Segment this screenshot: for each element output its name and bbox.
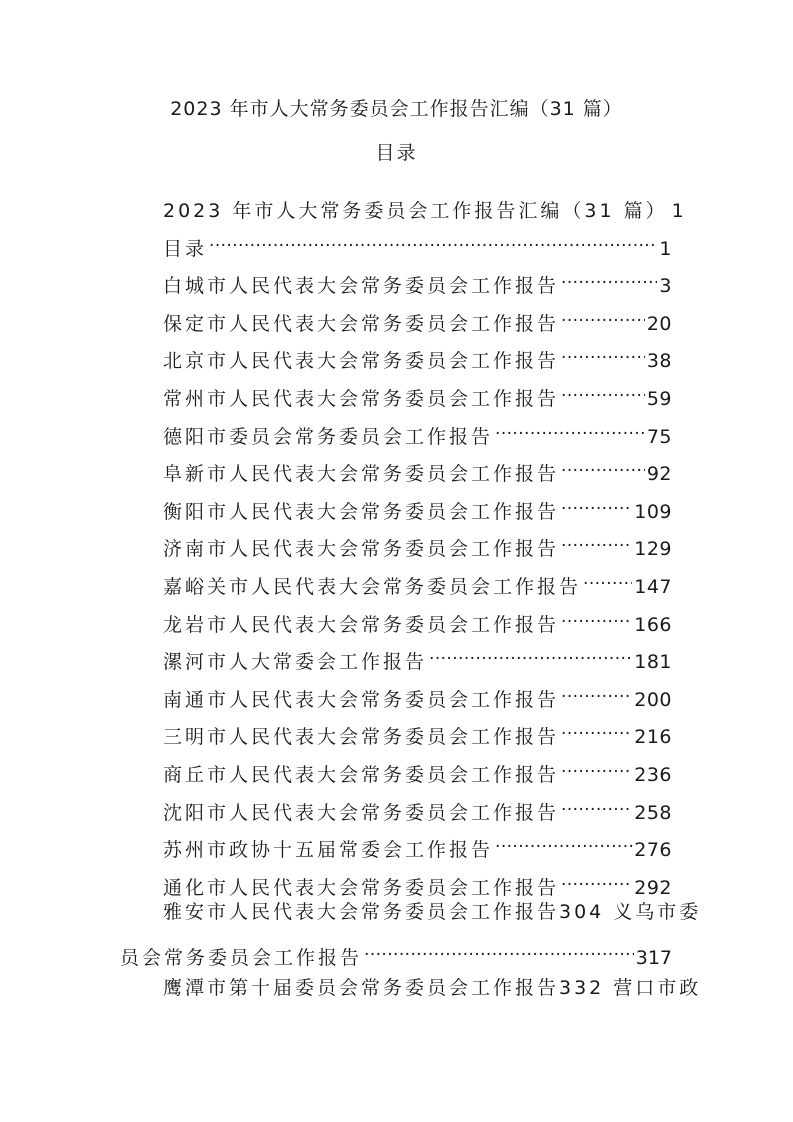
toc-dot-leader — [495, 415, 645, 443]
toc-entry-title: 白城市人民代表大会常务委员会工作报告 — [163, 275, 560, 298]
toc-wrapped-line-3[interactable]: 鹰潭市第十届委员会常务委员会工作报告332 营口市政 — [163, 977, 702, 999]
toc-entry[interactable] — [163, 828, 672, 862]
toc-dot-leader — [583, 565, 632, 593]
toc-dot-leader — [429, 640, 632, 668]
toc-entry-title: 2023 年市人大常务委员会工作报告汇编（31 篇） — [163, 200, 668, 222]
toc-wrapped-line-1[interactable]: 雅安市人民代表大会常务委员会工作报告304 义乌市委 — [163, 901, 702, 923]
toc-entry-title: 三明市人民代表大会常务委员会工作报告 — [163, 726, 560, 749]
toc-wrapped-line-2[interactable] — [120, 936, 672, 972]
toc-entry-title: 衡阳市人民代表大会常务委员会工作报告 — [163, 500, 560, 523]
toc-entry-title: 沈阳市人民代表大会常务委员会工作报告 — [163, 801, 560, 824]
toc-dot-leader — [561, 715, 632, 743]
toc-entry-page: 147 — [634, 576, 672, 598]
toc-entry-page: 317 — [635, 947, 672, 969]
toc-entry-title: 德阳市委员会常务委员会工作报告 — [163, 425, 494, 448]
toc-dot-leader — [561, 678, 632, 706]
toc-dot-leader — [561, 527, 632, 555]
toc-entry[interactable] — [163, 715, 672, 749]
toc-entry-page: 258 — [634, 801, 672, 824]
toc-entry[interactable] — [163, 490, 672, 523]
toc-entry-page: 1 — [671, 200, 685, 222]
toc-entry[interactable] — [163, 603, 672, 636]
toc-dot-leader — [209, 227, 657, 255]
toc-entry[interactable] — [163, 753, 672, 786]
document-title: 2023 年市人大常务委员会工作报告汇编（31 篇） — [170, 98, 623, 120]
toc-dot-leader — [561, 490, 632, 518]
toc-entry-page: 166 — [634, 613, 672, 636]
toc-entry-page: 38 — [646, 350, 672, 373]
toc-entry-title: 苏州市政协十五届常委会工作报告 — [163, 839, 494, 862]
toc-entry-title: 目录 — [163, 237, 208, 260]
toc-entry-page: 92 — [646, 463, 672, 486]
toc-entry-page: 1 — [659, 237, 672, 260]
toc-entry[interactable] — [163, 377, 672, 410]
toc-entry[interactable] — [163, 866, 672, 899]
toc-dot-leader — [364, 936, 634, 964]
toc-entry-page: 236 — [634, 764, 672, 786]
toc-entry[interactable] — [163, 678, 672, 711]
toc-entry[interactable] — [163, 527, 672, 561]
toc-entry-title: 阜新市人民代表大会常务委员会工作报告 — [163, 463, 560, 486]
toc-entry-page: 276 — [634, 839, 672, 862]
toc-entry-page: 3 — [659, 275, 672, 298]
toc-entry[interactable] — [163, 565, 672, 598]
toc-dot-leader — [561, 264, 657, 292]
toc-entry[interactable] — [163, 640, 672, 674]
toc-entry-page: 109 — [634, 500, 672, 523]
toc-entry-title: 员会常务委员会工作报告 — [120, 947, 363, 969]
toc-entry[interactable] — [163, 791, 672, 824]
toc-entry-page: 200 — [634, 688, 672, 711]
toc-entry[interactable] — [163, 189, 685, 222]
toc-entry[interactable] — [163, 339, 672, 373]
toc-entry-title: 济南市人民代表大会常务委员会工作报告 — [163, 538, 560, 561]
toc-entry[interactable] — [163, 302, 672, 335]
toc-entry[interactable] — [163, 452, 672, 486]
toc-dot-leader — [495, 828, 632, 856]
toc-entry-page: 59 — [646, 388, 672, 410]
toc-dot-leader — [561, 753, 632, 781]
toc-entry-title: 通化市人民代表大会常务委员会工作报告 — [163, 876, 560, 899]
toc-entry-title: 北京市人民代表大会常务委员会工作报告 — [163, 350, 560, 373]
toc-entry-title: 保定市人民代表大会常务委员会工作报告 — [163, 312, 560, 335]
toc-dot-leader — [561, 302, 645, 330]
toc-entry-page: 75 — [646, 425, 672, 448]
toc-entry-title: 漯河市人大常委会工作报告 — [163, 651, 428, 674]
toc-entry[interactable] — [163, 264, 672, 298]
toc-entry-page: 20 — [646, 312, 672, 335]
toc-dot-leader — [561, 603, 632, 631]
toc-entry-page: 216 — [634, 726, 672, 749]
toc-entry-title: 嘉峪关市人民代表大会常务委员会工作报告 — [163, 576, 582, 598]
toc-entry[interactable] — [163, 415, 672, 448]
toc-dot-leader — [561, 377, 645, 405]
toc-entry-page: 129 — [634, 538, 672, 561]
toc-dot-leader — [561, 339, 645, 367]
toc-entry[interactable] — [163, 227, 672, 260]
toc-dot-leader — [561, 866, 632, 894]
toc-dot-leader — [561, 791, 632, 819]
toc-entry-title: 南通市人民代表大会常务委员会工作报告 — [163, 688, 560, 711]
toc-entry-title: 常州市人民代表大会常务委员会工作报告 — [163, 388, 560, 410]
toc-entry-title: 龙岩市人民代表大会常务委员会工作报告 — [163, 613, 560, 636]
toc-entry-page: 292 — [634, 876, 672, 899]
toc-heading: 目录 — [375, 142, 418, 164]
toc-dot-leader — [561, 452, 645, 480]
toc-entry-title: 商丘市人民代表大会常务委员会工作报告 — [163, 764, 560, 786]
toc-entry-page: 181 — [634, 651, 672, 674]
